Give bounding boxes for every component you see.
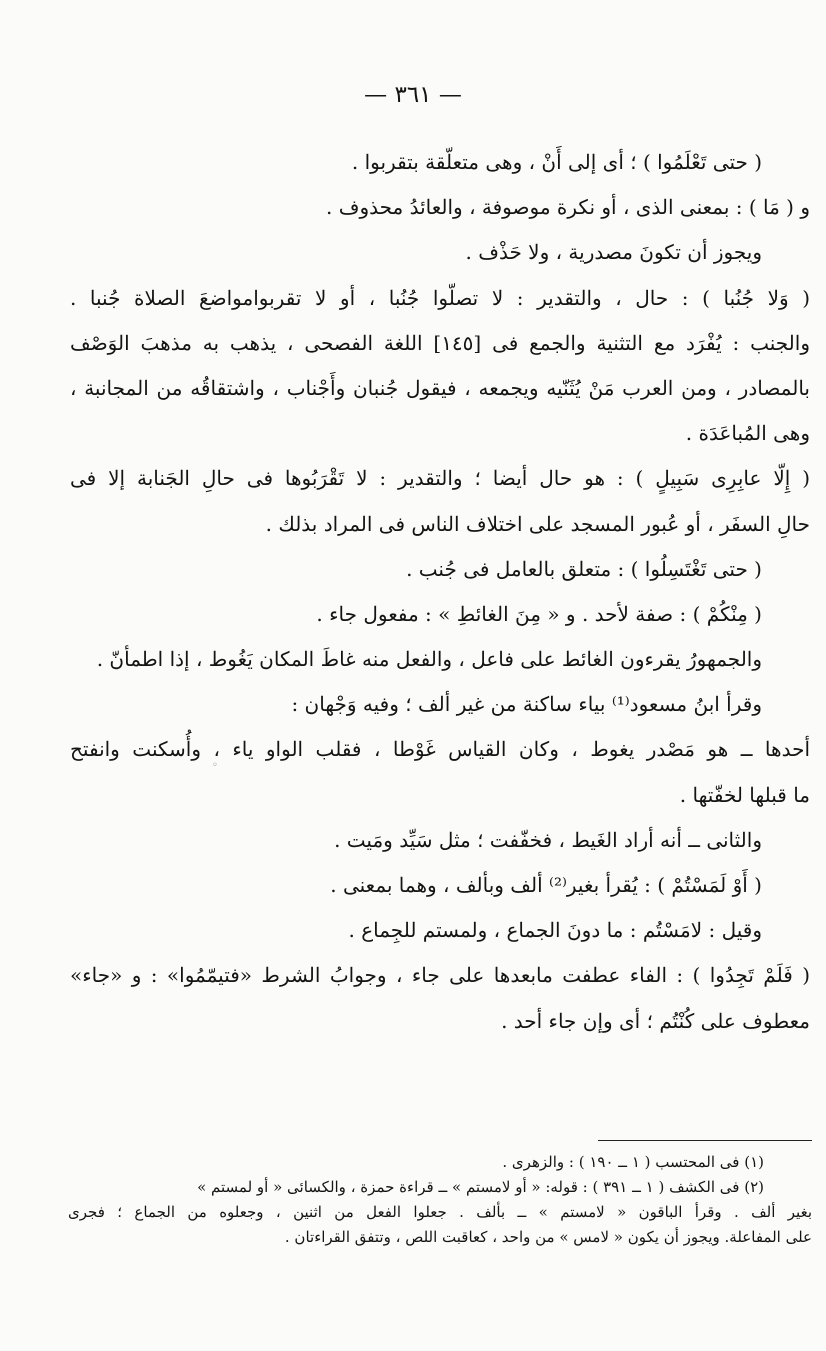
- footnote-line: بغير ألف . وقرأ الباقون « لامستم » ــ بألف . جعلوا الفعل من اثنين ، وجعلوه من الجماع ؛ فجرى: [68, 1203, 812, 1221]
- text-line: ( فَلَمْ تَجِدُوا ) : الفاء عطفت مابعدها على جاء ، وجوابُ الشرط «فتيمّمُوا» : و «جاء»: [70, 963, 810, 988]
- text-line: ( مِنْكُمْ ) : صفة لأحد . و « مِنَ الغائطِ » : مفعول جاء .: [316, 601, 762, 626]
- paper-speck: ◦: [212, 760, 218, 771]
- text-line: ما قبلها لخفّتها .: [679, 782, 810, 807]
- main-text: [70, 140, 810, 1044]
- text-line: وهى المُباعَدَة .: [685, 421, 810, 446]
- text-line: معطوف على كُنْتُم ؛ أى وإن جاء أحد .: [501, 1008, 810, 1033]
- text-line: ( حتى تَعْلَمُوا ) ؛ أى إلى أَنْ ، وهى متعلّقة بتقربوا .: [351, 150, 762, 174]
- text-line: وقرأ ابنُ مسعود⁽¹⁾ بياء ساكنة من غير ألف ؛ وفيه وَجْهان :: [291, 692, 762, 717]
- text-line: والجنب : يُفْرَد مع التثنية والجمع فى [١٤٥] اللغة الفصحى ، يذهب به مذهبَ الوَصْف: [70, 330, 810, 355]
- text-line: وقيل : لامَسْتُم : ما دونَ الجماع ، ولمستم للجِماع .: [348, 918, 762, 943]
- text-line: ( إِلّا عابِرِى سَبِيلٍ ) : هو حال أيضا ؛ والتقدير : لا تَقْرَبُوها فى حالِ الجَنابة إلا فى: [70, 466, 810, 491]
- text-line: ( وَلا جُنُبا ) : حال ، والتقدير : لا تصلّوا جُنُبا ، أو لا تقربوامواضعَ الصلاة جُنبا .: [70, 285, 810, 310]
- text-line: ويجوز أن تكونَ مصدرية ، ولا حَذْف .: [465, 240, 762, 265]
- text-line: ( حتى تَغْتَسِلُوا ) : متعلق بالعامل فى جُنب .: [406, 556, 762, 581]
- text-line: ( أَوْ لَمَسْتُمْ ) : يُقرأ بغير⁽²⁾ ألف وبألف ، وهما بمعنى .: [330, 873, 762, 897]
- footnote-separator: [598, 1140, 812, 1141]
- text-line: أحدها ــ هو مَصْدر يغوط ، وكان القياس غَوْطا ، فقلب الواو ياء ، وأُسكنت وانفتح: [70, 737, 810, 762]
- text-line: والجمهورُ يقرءون الغائط على فاعل ، والفعل منه غاطَ المكان يَغُوط ، إذا اطمأنّ .: [96, 647, 762, 672]
- text-line: بالمصادر ، ومن العرب مَنْ يُثَنّيه ويجمعه ، فيقول جُنبان وأَجْناب ، واشتقاقُه من المجانبة ،: [70, 375, 810, 400]
- footnote-line: (١) فى المحتسب ( ١ ــ ١٩٠ ) : والزهرى .: [502, 1153, 764, 1171]
- footnote-line: على المفاعلة. ويجوز أن يكون « لامس » من واحد ، كعاقبت اللص ، وتتفق القراءتان .: [284, 1228, 812, 1246]
- footnotes: [68, 1150, 812, 1250]
- text-line: حالِ السفَر ، أو عُبور المسجد على اختلاف الناس فى المراد بذلك .: [265, 511, 810, 536]
- text-line: و ( مَا ) : بمعنى الذى ، أو نكرة موصوفة ، والعائدُ محذوف .: [326, 195, 810, 220]
- text-line: والثانى ــ أنه أراد الغَيط ، فخفّفت ؛ مثل سَيِّد ومَيت .: [334, 827, 762, 852]
- page-number: — ٣٦١ —: [364, 82, 462, 108]
- footnote-line: (٢) فى الكشف ( ١ ــ ٣٩١ ) : قوله: « أو لامستم » ــ قراءة حمزة ، والكسائى « أو لمستم »: [197, 1178, 764, 1196]
